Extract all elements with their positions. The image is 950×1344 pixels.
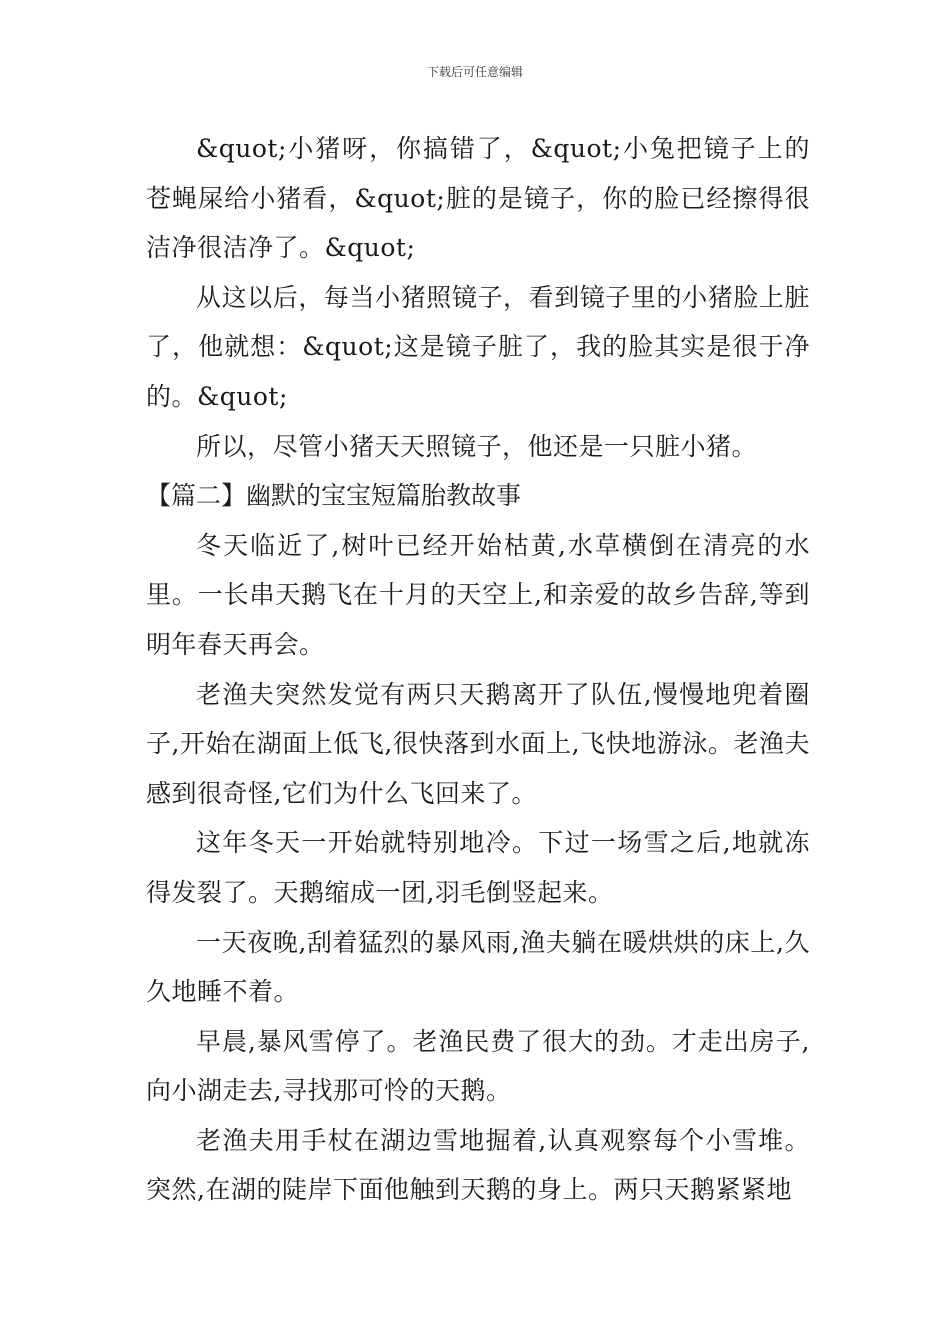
paragraph: 从这以后，每当小猪照镜子，看到镜子里的小猪脸上脏了，他就想：&quot;这是镜子脏了，我的脸其实是很于净的。&quot; xyxy=(146,282,810,411)
paragraph: 所以，尽管小猪天天照镜子，他还是一只脏小猪。 xyxy=(196,431,758,461)
paragraph: 这年冬天一开始就特别地冷。下过一场雪之后,地就冻得发裂了。天鹅缩成一团,羽毛倒竖起来。 xyxy=(146,828,810,907)
document-body xyxy=(146,124,810,1215)
paragraph: &quot;小猪呀，你搞错了，&quot;小兔把镜子上的苍蝇屎给小猪看，&quot;脏的是镜子，你的脸已经擦得很洁净很洁净了。&quot; xyxy=(146,134,810,263)
paragraph: 一天夜晚,刮着猛烈的暴风雨,渔夫躺在暖烘烘的床上,久久地睡不着。 xyxy=(146,927,810,1007)
paragraph: 老渔夫用手杖在湖边雪地掘着,认真观察每个小雪堆。突然,在湖的陡岸下面他触到天鹅的身上。两只天鹅紧紧地 xyxy=(146,1125,810,1205)
paragraph: 老渔夫突然发觉有两只天鹅离开了队伍,慢慢地兜着圈子,开始在湖面上低飞,很快落到水面上,飞快地游泳。老渔夫感到很奇怪,它们为什么飞回来了。 xyxy=(146,679,810,808)
section-heading: 【篇二】幽默的宝宝短篇胎教故事 xyxy=(146,481,522,511)
paragraph: 冬天临近了,树叶已经开始枯黄,水草横倒在清亮的水里。一长串天鹅飞在十月的天空上,和亲爱的故乡告辞,等到明年春天再会。 xyxy=(146,530,810,659)
paragraph: 早晨,暴风雪停了。老渔民费了很大的劲。才走出房子,向小湖走去,寻找那可怜的天鹅。 xyxy=(146,1026,810,1106)
page-header-note: 下载后可任意编辑 xyxy=(426,65,523,79)
